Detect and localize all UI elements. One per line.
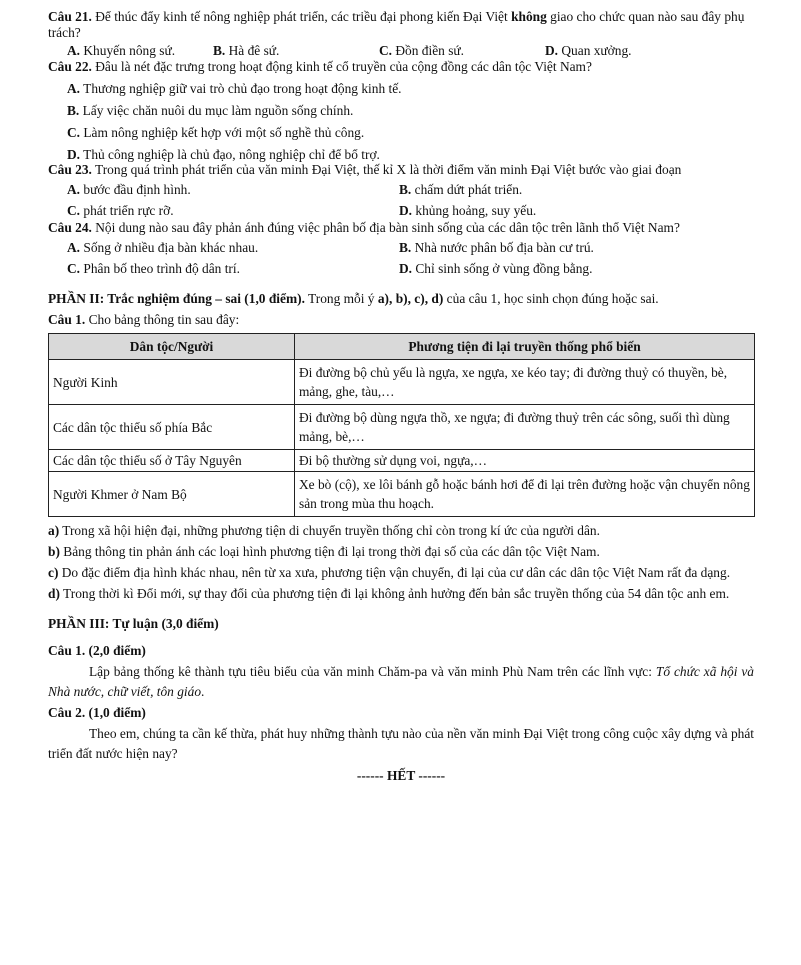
part-3-question-2-heading: Câu 2. (1,0 điểm) bbox=[48, 705, 146, 720]
option-letter: A. bbox=[67, 81, 81, 96]
option-letter: A. bbox=[67, 240, 81, 255]
part-2-intro-text: Trong mỗi ý bbox=[304, 291, 378, 306]
option-c[interactable] bbox=[48, 125, 754, 141]
table-cell: Đi bộ thường sử dụng voi, ngựa,… bbox=[295, 450, 755, 472]
option-text: bước đầu định hình. bbox=[80, 182, 191, 197]
option-text: Làm nông nghiệp kết hợp với một số nghề thủ công. bbox=[80, 125, 365, 140]
question-21-label: Câu 21. bbox=[48, 9, 92, 24]
table-cell: Các dân tộc thiểu số phía Bắc bbox=[49, 405, 295, 450]
exam-page bbox=[48, 9, 754, 784]
table-cell: Xe bò (cộ), xe lôi bánh gỗ hoặc bánh hơi để đi lại trên đường hoặc vận chuyển nông sản trong mùa thu hoạch. bbox=[295, 472, 755, 517]
option-text: Thủ công nghiệp là chủ đạo, nông nghiệp chỉ để bổ trợ. bbox=[80, 147, 380, 162]
question-21-text-end: giao cho chức quan nào sau đây phụ trách? bbox=[48, 9, 745, 40]
option-b[interactable] bbox=[48, 103, 754, 119]
question-23 bbox=[48, 163, 754, 219]
option-a[interactable] bbox=[67, 43, 213, 59]
question-21-emphasis: không bbox=[511, 9, 547, 24]
statement-c[interactable] bbox=[48, 565, 754, 581]
statement-letter: b) bbox=[48, 544, 60, 559]
part-2-question-1-text: Cho bảng thông tin sau đây: bbox=[85, 312, 240, 327]
question-23-label: Câu 23. bbox=[48, 162, 92, 177]
question-24-options bbox=[48, 240, 754, 256]
part-2-intro-text-end: của câu 1, học sinh chọn đúng hoặc sai. bbox=[443, 291, 659, 306]
table-row bbox=[49, 405, 755, 450]
option-letter: B. bbox=[399, 182, 412, 197]
option-d[interactable] bbox=[48, 147, 754, 163]
question-24-label: Câu 24. bbox=[48, 220, 92, 235]
part-2-question-1 bbox=[48, 312, 754, 328]
option-a[interactable] bbox=[67, 182, 399, 198]
part-2-intro bbox=[48, 288, 754, 309]
table-cell: Đi đường bộ chủ yếu là ngựa, xe ngựa, xe kéo tay; đi đường thuỷ có thuyền, bè, mảng, ghe, tàu,… bbox=[295, 360, 755, 405]
question-21-stem bbox=[48, 9, 754, 41]
option-b[interactable] bbox=[213, 43, 379, 59]
option-letter: A. bbox=[67, 43, 81, 58]
question-21-options bbox=[48, 43, 754, 59]
part-3-question-1-end: . bbox=[201, 684, 205, 699]
question-22 bbox=[48, 59, 754, 163]
table-header-ethnic-group: Dân tộc/Người bbox=[49, 334, 295, 360]
statements bbox=[48, 523, 754, 602]
statement-letter: a) bbox=[48, 523, 60, 538]
table-row bbox=[49, 472, 755, 517]
end-mark: ------ HẾT ------ bbox=[356, 768, 446, 783]
option-d[interactable] bbox=[399, 261, 729, 277]
part-3-question-1-text bbox=[48, 662, 754, 702]
option-text: phát triển rực rỡ. bbox=[80, 203, 174, 218]
option-letter: D. bbox=[67, 147, 81, 162]
option-text: Phân bố theo trình độ dân trí. bbox=[80, 261, 240, 276]
table-cell: Các dân tộc thiểu số ở Tây Nguyên bbox=[49, 450, 295, 472]
option-text: Thương nghiệp giữ vai trò chủ đạo trong hoạt động kinh tế. bbox=[80, 81, 402, 96]
option-a[interactable] bbox=[48, 81, 754, 97]
question-22-label: Câu 22. bbox=[48, 59, 92, 74]
question-24-options-2 bbox=[48, 261, 754, 277]
option-letter: C. bbox=[67, 203, 81, 218]
table-cell: Đi đường bộ dùng ngựa thồ, xe ngựa; đi đường thuỷ trên các sông, suối thì dùng mảng, bè,… bbox=[295, 405, 755, 450]
option-letter: C. bbox=[67, 261, 81, 276]
question-22-stem bbox=[48, 59, 754, 75]
option-d[interactable] bbox=[399, 203, 729, 219]
question-24 bbox=[48, 221, 754, 277]
statement-letter: c) bbox=[48, 565, 59, 580]
statement-d[interactable] bbox=[48, 586, 754, 602]
table-header-transport: Phương tiện đi lại truyền thống phổ biến bbox=[295, 334, 755, 360]
option-letter: C. bbox=[67, 125, 81, 140]
option-letter: D. bbox=[399, 203, 413, 218]
part-3-question-1-heading: Câu 1. (2,0 điểm) bbox=[48, 643, 146, 658]
question-21-text: Để thúc đẩy kinh tế nông nghiệp phát triển, các triều đại phong kiến Đại Việt bbox=[91, 9, 512, 24]
statement-text: Do đặc điểm địa hình khác nhau, nên từ xa xưa, phương tiện vận chuyển, đi lại của cư dân các dân tộc Việt Nam rất đa dạng. bbox=[58, 565, 731, 580]
question-22-text: Đâu là nét đặc trưng trong hoạt động kinh tế cổ truyền của cộng đồng các dân tộc Việt Nam? bbox=[91, 59, 592, 74]
statement-text: Trong thời kì Đổi mới, sự thay đổi của phương tiện đi lại không ảnh hưởng đến bản sắc truyền thống của 54 dân tộc anh em. bbox=[59, 586, 730, 601]
table-row bbox=[49, 360, 755, 405]
table-header-row bbox=[49, 334, 755, 360]
option-text: Hà đê sứ. bbox=[225, 43, 280, 58]
option-letter: D. bbox=[545, 43, 559, 58]
option-text: Nhà nước phân bố địa bàn cư trú. bbox=[411, 240, 594, 255]
option-text: Khuyến nông sứ. bbox=[80, 43, 176, 58]
statement-letter: d) bbox=[48, 586, 60, 601]
question-23-options bbox=[48, 182, 754, 198]
option-text: Đồn điền sứ. bbox=[392, 43, 465, 58]
table-cell: Người Kinh bbox=[49, 360, 295, 405]
option-letter: C. bbox=[379, 43, 393, 58]
part-2-intro-bold: a), b), c), d) bbox=[377, 291, 444, 306]
option-letter: B. bbox=[399, 240, 412, 255]
option-letter: D. bbox=[399, 261, 413, 276]
option-a[interactable] bbox=[67, 240, 399, 256]
option-d[interactable] bbox=[545, 43, 725, 59]
option-b[interactable] bbox=[399, 240, 729, 256]
statement-a[interactable] bbox=[48, 523, 754, 539]
part-3-heading: PHẦN III: Tự luận (3,0 điểm) bbox=[48, 616, 219, 631]
question-24-stem bbox=[48, 221, 754, 235]
transport-table bbox=[48, 333, 755, 517]
option-text: Quan xưởng. bbox=[558, 43, 632, 58]
table-cell: Người Khmer ở Nam Bộ bbox=[49, 472, 295, 517]
statement-text: Trong xã hội hiện đại, những phương tiện di chuyển truyền thống chỉ còn trong kí ức của người dân. bbox=[59, 523, 600, 538]
part-3-question-1-italic: Tổ chức xã hội và Nhà nước, chữ viết, tôn giáo bbox=[48, 664, 754, 699]
question-23-text: Trong quá trình phát triển của văn minh Đại Việt, thế kỉ X là thời điểm văn minh Đại Việt bước vào giai đoạn bbox=[91, 162, 682, 177]
statement-text: Bảng thông tin phản ánh các loại hình phương tiện đi lại trong thời đại số của các dân tộc Việt Nam. bbox=[59, 544, 600, 559]
option-text: chấm dứt phát triển. bbox=[411, 182, 523, 197]
option-text: Chỉ sinh sống ở vùng đồng bằng. bbox=[412, 261, 593, 276]
question-24-text: Nội dung nào sau đây phản ánh đúng việc phân bố địa bàn sinh sống của các dân tộc trên lãnh thổ Việt Nam? bbox=[91, 220, 680, 235]
part-3-question-1-body: Lập bảng thống kê thành tựu tiêu biểu của văn minh Chăm-pa và văn minh Phù Nam trên các lĩnh vực: bbox=[89, 664, 656, 679]
statement-b[interactable] bbox=[48, 544, 754, 560]
option-text: khủng hoảng, suy yếu. bbox=[412, 203, 537, 218]
option-text: Lấy việc chăn nuôi du mục làm nguồn sống chính. bbox=[79, 103, 354, 118]
option-letter: B. bbox=[213, 43, 226, 58]
part-2-question-1-label: Câu 1. bbox=[48, 312, 86, 327]
part-3-question-2-text: Theo em, chúng ta cần kế thừa, phát huy những thành tựu nào của nền văn minh Đại Việt trong công cuộc xây dựng và phát triển đất nước hiện nay? bbox=[48, 726, 754, 761]
option-c[interactable] bbox=[67, 261, 399, 277]
question-23-stem bbox=[48, 163, 754, 177]
table-row bbox=[49, 450, 755, 472]
option-text: Sống ở nhiều địa bàn khác nhau. bbox=[80, 240, 259, 255]
question-21 bbox=[48, 9, 754, 59]
option-letter: A. bbox=[67, 182, 81, 197]
question-23-options-2 bbox=[48, 203, 754, 219]
option-b[interactable] bbox=[399, 182, 729, 198]
part-2-heading: PHẦN II: Trắc nghiệm đúng – sai (1,0 điểm). bbox=[48, 291, 305, 306]
option-letter: B. bbox=[67, 103, 80, 118]
option-c[interactable] bbox=[67, 203, 399, 219]
option-c[interactable] bbox=[379, 43, 545, 59]
